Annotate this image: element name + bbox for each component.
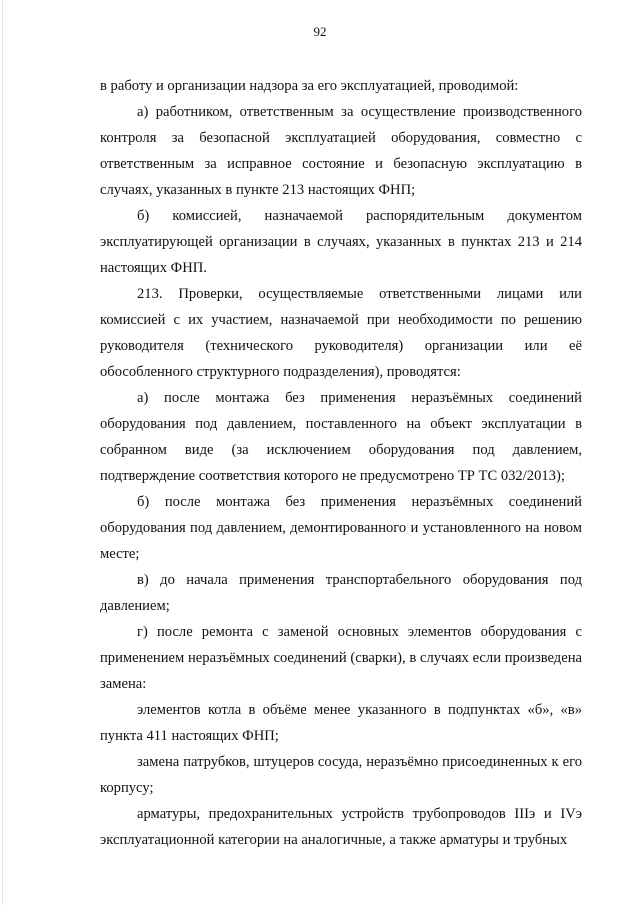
paragraph-fittings: арматуры, предохранительных устройств трубопроводов IIIэ и IVэ эксплуатационной категории на аналогичные, а также арматуры и трубных [100,806,582,848]
paragraph-nozzle-replacement: замена патрубков, штуцеров сосуда, неразъёмно присоединенных к его корпусу; [100,754,582,796]
paragraph-item-v-transportable: в) до начала применения транспортабельного оборудования под давлением; [100,572,582,614]
page-number: 92 [313,24,327,39]
paragraph-continuation: в работу и организации надзора за его эксплуатацией, проводимой: [100,78,519,94]
paragraph-clause-213: 213. Проверки, осуществляемые ответственными лицами или комиссией с их участием, назначаемой при необходимости по решению руководителя (технического руководителя) организации или её обособленного структурного подразделения), проводятся: [100,286,582,380]
paragraph-item-a-after-installation: а) после монтажа без применения неразъёмных соединений оборудования под давлением, поставленного на объект эксплуатации в собранном виде (за исключением оборудования под давлением, подтверждение соответствия которого не предусмотрено ТР ТС 032/2013); [100,390,582,484]
paragraph-item-a-worker: а) работником, ответственным за осуществление производственного контроля за безопасной эксплуатацией оборудования, совместно с ответственным за исправное состояние и безопасную эксплуатацию в случаях, указанных в пункте 213 настоящих ФНП; [100,104,582,198]
paragraph-item-b-commission: б) комиссией, назначаемой распорядительным документом эксплуатирующей организации в случаях, указанных в пунктах 213 и 214 настоящих ФНП. [100,208,582,276]
paragraph-item-g-after-repair: г) после ремонта с заменой основных элементов оборудования с применением неразъёмных соединений (сварки), в случаях если произведена замена: [100,624,582,692]
document-body [100,73,582,853]
scan-edge-line [2,0,3,905]
paragraph-boiler-elements: элементов котла в объёме менее указанного в подпунктах «б», «в» пункта 411 настоящих ФНП; [100,702,582,744]
paragraph-item-b-after-installation: б) после монтажа без применения неразъёмных соединений оборудования под давлением, демонтированного и установленного на новом месте; [100,494,582,562]
